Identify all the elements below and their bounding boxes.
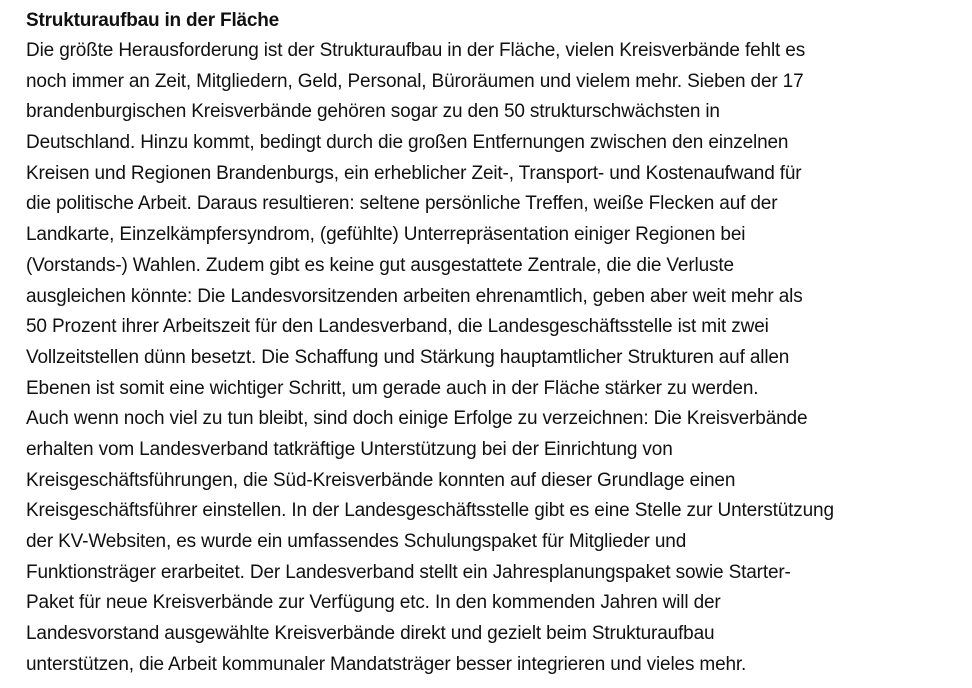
- text-line: Vollzeitstellen dünn besetzt. Die Schaffung und Stärkung hauptamtlicher Strukturen auf allen: [26, 346, 790, 368]
- text-line: Landkarte, Einzelkämpfersyndrom, (gefühlte) Unterrepräsentation einiger Regionen bei: [26, 224, 746, 246]
- section-heading: Strukturaufbau in der Fläche: [26, 10, 280, 31]
- text-line: Auch wenn noch viel zu tun bleibt, sind doch einige Erfolge zu verzeichnen: Die Kreisverbände: [26, 408, 808, 430]
- text-line: Paket für neue Kreisverbände zur Verfügung etc. In den kommenden Jahren will der: [26, 592, 721, 614]
- text-line: Landesvorstand ausgewählte Kreisverbände direkt und gezielt beim Strukturaufbau: [26, 623, 715, 645]
- text-line: brandenburgischen Kreisverbände gehören sogar zu den 50 strukturschwächsten in: [26, 101, 720, 123]
- text-line: noch immer an Zeit, Mitgliedern, Geld, Personal, Büroräumen und vielem mehr. Sieben der 17: [26, 70, 804, 92]
- text-line: Kreisgeschäftsführungen, die Süd-Kreisverbände konnten auf dieser Grundlage einen: [26, 469, 736, 491]
- paragraph-successes: [26, 404, 961, 680]
- text-line: unterstützen, die Arbeit kommunaler Mandatsträger besser integrieren und vieles mehr.: [26, 653, 747, 675]
- document-body: [26, 6, 961, 680]
- text-line: die politische Arbeit. Daraus resultieren: seltene persönliche Treffen, weiße Flecken auf der: [26, 193, 778, 215]
- text-line: (Vorstands-) Wahlen. Zudem gibt es keine gut ausgestattete Zentrale, die die Verluste: [26, 254, 734, 276]
- text-line: Kreisen und Regionen Brandenburgs, ein erheblicher Zeit-, Transport- und Kostenaufwand für: [26, 162, 802, 184]
- text-line: Ebenen ist somit eine wichtiger Schritt, um gerade auch in der Fläche stärker zu werden.: [26, 377, 759, 399]
- text-line: ausgleichen könnte: Die Landesvorsitzenden arbeiten ehrenamtlich, geben aber weit mehr als: [26, 285, 803, 307]
- text-line: der KV-Websiten, es wurde ein umfassendes Schulungspaket für Mitglieder und: [26, 531, 687, 552]
- text-line: Funktionsträger erarbeitet. Der Landesverband stellt ein Jahresplanungspaket sowie Starter-: [26, 561, 791, 583]
- text-line: Die größte Herausforderung ist der Strukturaufbau in der Fläche, vielen Kreisverbände fehlt es: [26, 40, 806, 61]
- paragraph-challenges: [26, 36, 961, 404]
- text-line: Kreisgeschäftsführer einstellen. In der Landesgeschäftsstelle gibt es eine Stelle zur Unterstützung: [26, 500, 834, 522]
- text-line: Deutschland. Hinzu kommt, bedingt durch die großen Entfernungen zwischen den einzelnen: [26, 132, 789, 154]
- text-line: erhalten vom Landesverband tatkräftige Unterstützung bei der Einrichtung von: [26, 438, 673, 460]
- text-line: 50 Prozent ihrer Arbeitszeit für den Landesverband, die Landesgeschäftsstelle ist mit zwei: [26, 316, 769, 338]
